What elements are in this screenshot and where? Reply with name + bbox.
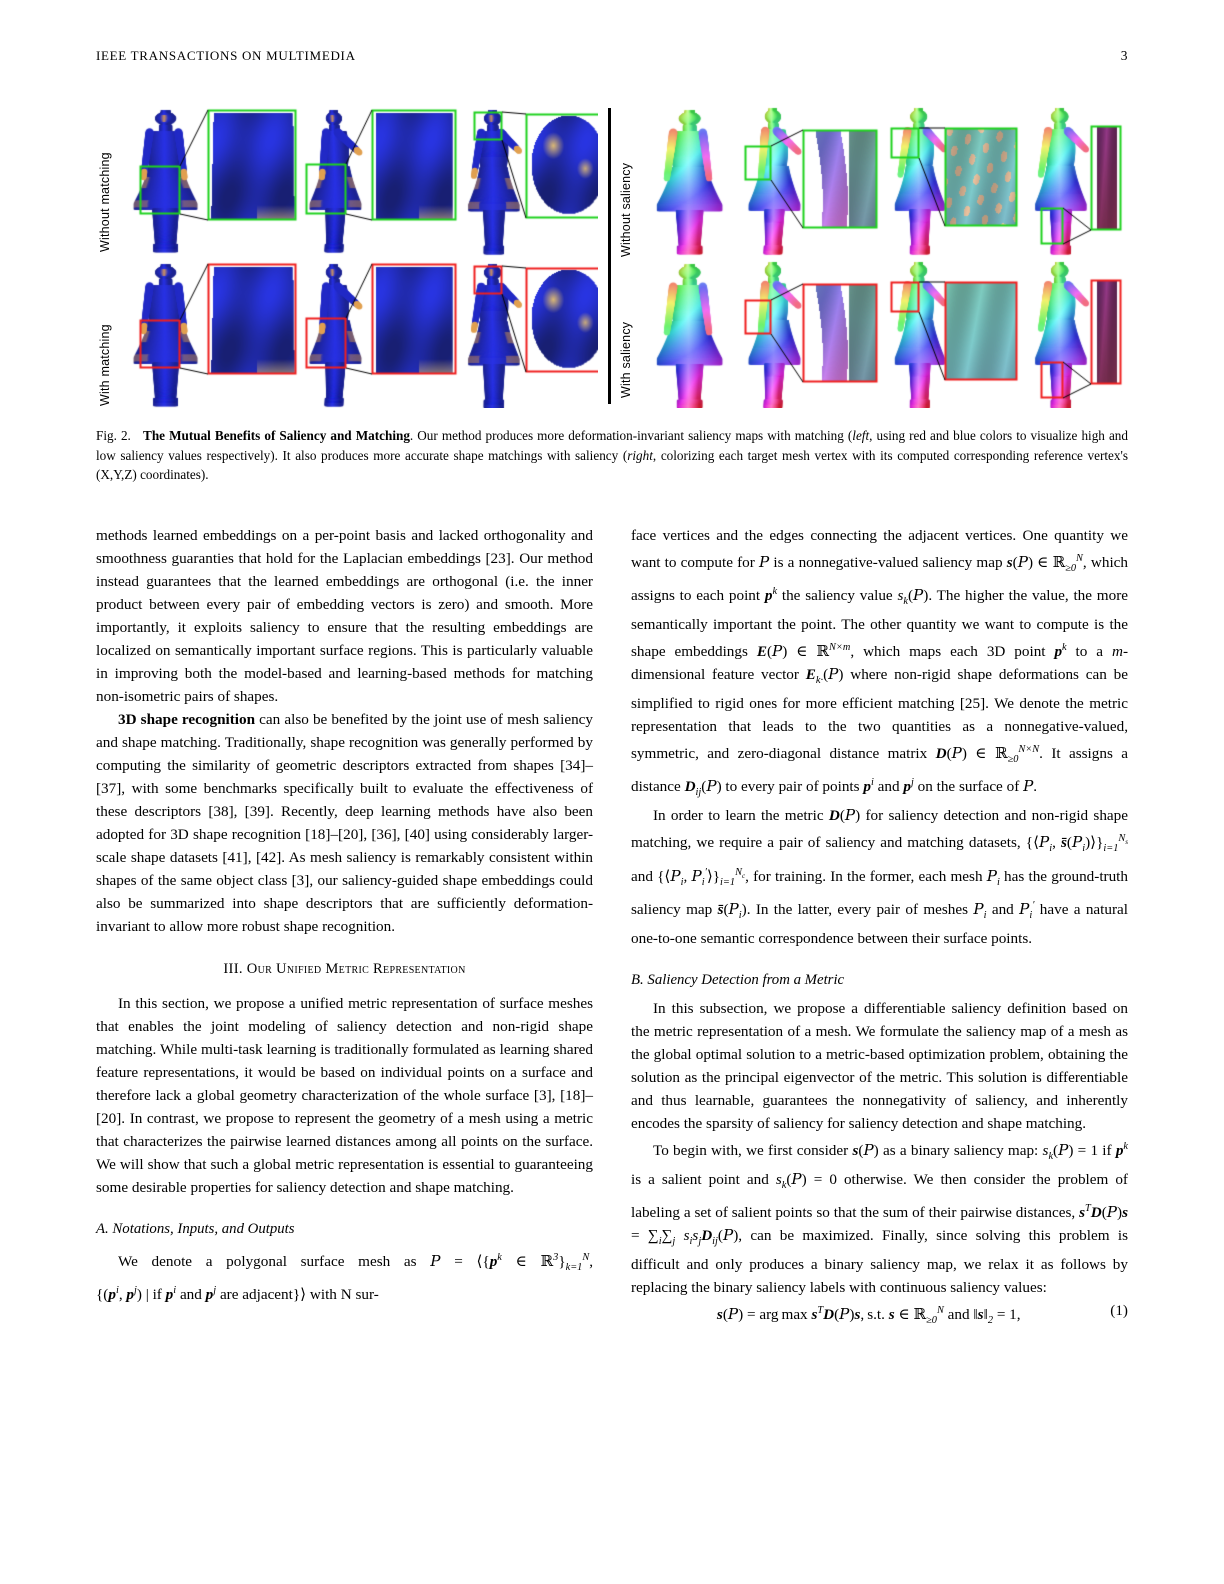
figure-left-meshes <box>118 98 598 408</box>
section-heading-iii: III. Our Unified Metric Representation <box>223 961 466 977</box>
paragraph-methods-embeddings: methods learned embeddings on a per-point basis and lacked orthogonality and smoothness guaranties that hold for the Laplacian embeddings [23]. Our method instead guarantees that the learned embeddings are orthogonal (i.e. the inner product between every pair of embedding vectors is zero) and smooth. More importantly, it exploits saliency to ensure that the resulting embeddings are localized on semantically important surface regions. This is particularly valuable in improving both the model-based and learning-based methods for matching non-isometric pairs of shapes. <box>96 527 593 705</box>
caption-body-3: , colorizing each target mesh vertex with its computed corresponding reference vertex's (X,Y,Z) coordinates). <box>96 447 1128 483</box>
notations-text-2: with N sur- <box>309 1286 379 1304</box>
caption-title: The Mutual Benefits of Saliency and Matching <box>143 428 410 443</box>
figure-label-with-saliency: With saliency <box>619 321 633 398</box>
notations-math: $P = ⟨\{p^k$ ∈ $ℝ^3\}_{k=1}^N$, <box>430 1252 594 1274</box>
paragraph-unified-metric: In this section, we propose a unified metric representation of surface meshes that enables the joint modeling of saliency detection and non-rigid shape matching. While multi-task learning is traditionally formulated as learning shared feature representations, it would be based on individual points on a surface and therefore lack a global geometry characterization of the whole surface [3], [18]–[20]. In contrast, we propose to represent the geometry of a mesh using a metric that characterizes the pairwise learned distances among all points on the surface. We will show that such a global metric representation is essential to guaranteeing some desirable properties for saliency detection and shape matching. <box>96 995 593 1196</box>
notations-text-1: We denote a polygonal surface mesh as <box>118 1253 417 1271</box>
figure-divider <box>608 108 611 404</box>
paragraph-3d-shape-recognition <box>96 708 593 938</box>
figure-caption <box>96 426 1128 485</box>
paragraph-differentiable-saliency: In this subsection, we propose a differentiable saliency definition based on the metric representation of a mesh. We formulate the saliency map of a mesh as the global optimal solution to a metric-based optimization problem, obtaining the solution as the principal eigenvector of the metric. This solution is differentiable and thus learnable, guarantees the nonnegativity of saliency, and inherently encodes the sparsity of saliency for saliency detection and shape matching. <box>631 999 1128 1132</box>
figure-label-without-saliency: Without saliency <box>619 162 633 257</box>
paragraph-notations <box>96 1246 593 1306</box>
equation-1-number: (1) <box>1110 1301 1128 1319</box>
equation-1: s(P) = arg $\max s^TD(P)s$, s.t. s ∈ ℝ$_{\ge 0}^N$ and $‖s‖_2 = 1$, (1) <box>631 1299 1128 1332</box>
page-number: 3 <box>1120 48 1128 63</box>
paragraph-lead-in: 3D shape recognition <box>118 711 256 728</box>
figure-left-panel <box>96 98 601 408</box>
caption-em-left: left <box>852 428 870 443</box>
figure-right-panel <box>617 98 1128 408</box>
body-column-right <box>631 524 1128 1332</box>
notations-math-2: {($p^i$, $p^j$) | if $p^i$ and $p^j$ are adjacent}⟩ <box>96 1285 307 1304</box>
caption-figure-number: Fig. 2. <box>96 428 131 443</box>
running-head <box>96 48 1128 68</box>
figure-2 <box>96 98 1128 408</box>
body-column-left <box>96 524 593 1306</box>
figure-label-without-matching: Without matching <box>98 152 112 252</box>
caption-body-2: , using red and blue colors to visualize high and low saliency values respectively). It also produces more accurate shape matchings with saliency ( <box>96 428 1128 463</box>
subsection-heading-a: A. Notations, Inputs, and Outputs <box>96 1221 295 1237</box>
caption-body-1: . Our method produces more deformation-invariant saliency maps with matching ( <box>409 428 853 443</box>
subsection-heading-b: B. Saliency Detection from a Metric <box>631 971 845 988</box>
figure-right-meshes <box>639 98 1126 408</box>
figure-label-with-matching: With matching <box>98 324 112 406</box>
paragraph-learn-metric: In order to learn the metric D(P) for saliency detection and non-rigid shape matching, we require a pair of saliency and matching datasets, {$⟨P_i$, $s̄(P_i)⟩\}_{i=1}^{N_s}$ and {$⟨P_i$, $P_i'⟩\}_{i=1}^{N_c}$, for training. In the former, each mesh $P_i$ has the ground-truth saliency map $s̄(P_i)$. In the latter, every pair of meshes $P_i$ and $P_i'$ have a natural one-to-one semantic correspondence between their surface points. <box>631 806 1129 947</box>
paragraph-3d-shape-recognition-text: can also be benefited by the joint use of mesh saliency and shape matching. Traditionally, shape recognition was generally performed by computing the similarity of geometric descriptors extracted from shapes [34]–[37], with some benchmarks specifically built to evaluate the effectiveness of these descriptors [38], [39]. Recently, deep learning methods have also been adopted for 3D shape recognition [18]–[20], [36], [40] using considerably larger-scale shape datasets [41], [42]. As mesh saliency is remarkably consistent within shapes of the same object class [3], our saliency-guided shape embeddings could also be summarized into shape descriptors that are sufficiently deformation-invariant to allow more robust shape recognition. <box>96 711 593 935</box>
caption-em-right: right <box>627 447 653 463</box>
journal-title: IEEE TRANSACTIONS ON MULTIMEDIA <box>96 48 356 63</box>
paragraph-face-vertices: face vertices and the edges connecting the adjacent vertices. One quantity we want to compute for P is a nonnegative-valued saliency map s(P) ∈ ℝ$_{\ge 0}^N$, which assigns to each point $p^k$ the saliency value $s_k(P)$. The higher the value, the more semantically important the point. The other quantity we want to compute is the shape embeddings E(P) ∈ ℝ$^{N\times m}$, which maps each 3D point $p^k$ to a m-dimensional feature vector $E_{k\cdot}(P)$ where non-rigid shape deformations can be simplified to rigid ones for more efficient matching [25]. We denote the metric representation that leads to the two quantities as a nonnegative-valued, symmetric, and zero-diagonal distance matrix D(P) ∈ ℝ$_{\ge 0}^{N\times N}$. It assigns a distance $D_{ij}(P)$ to every pair of points $p^i$ and $p^j$ on the surface of P. <box>631 527 1128 799</box>
paragraph-binary-saliency: To begin with, we first consider s(P) as a binary saliency map: $s_k(P) = 1$ if $p^k$ is a salient point and $s_k(P) = 0$ otherwise. We then consider the problem of labeling a set of salient points so that the sum of their pairwise distances, $s^TD(P)s = \sum_i\sum_j$ $s_is_jD_{ij}(P)$, can be maximized. Finally, since solving this problem is difficult and only produces a binary saliency map, we relax it as follows by replacing the binary saliency labels with continuous saliency values: <box>631 1140 1128 1296</box>
